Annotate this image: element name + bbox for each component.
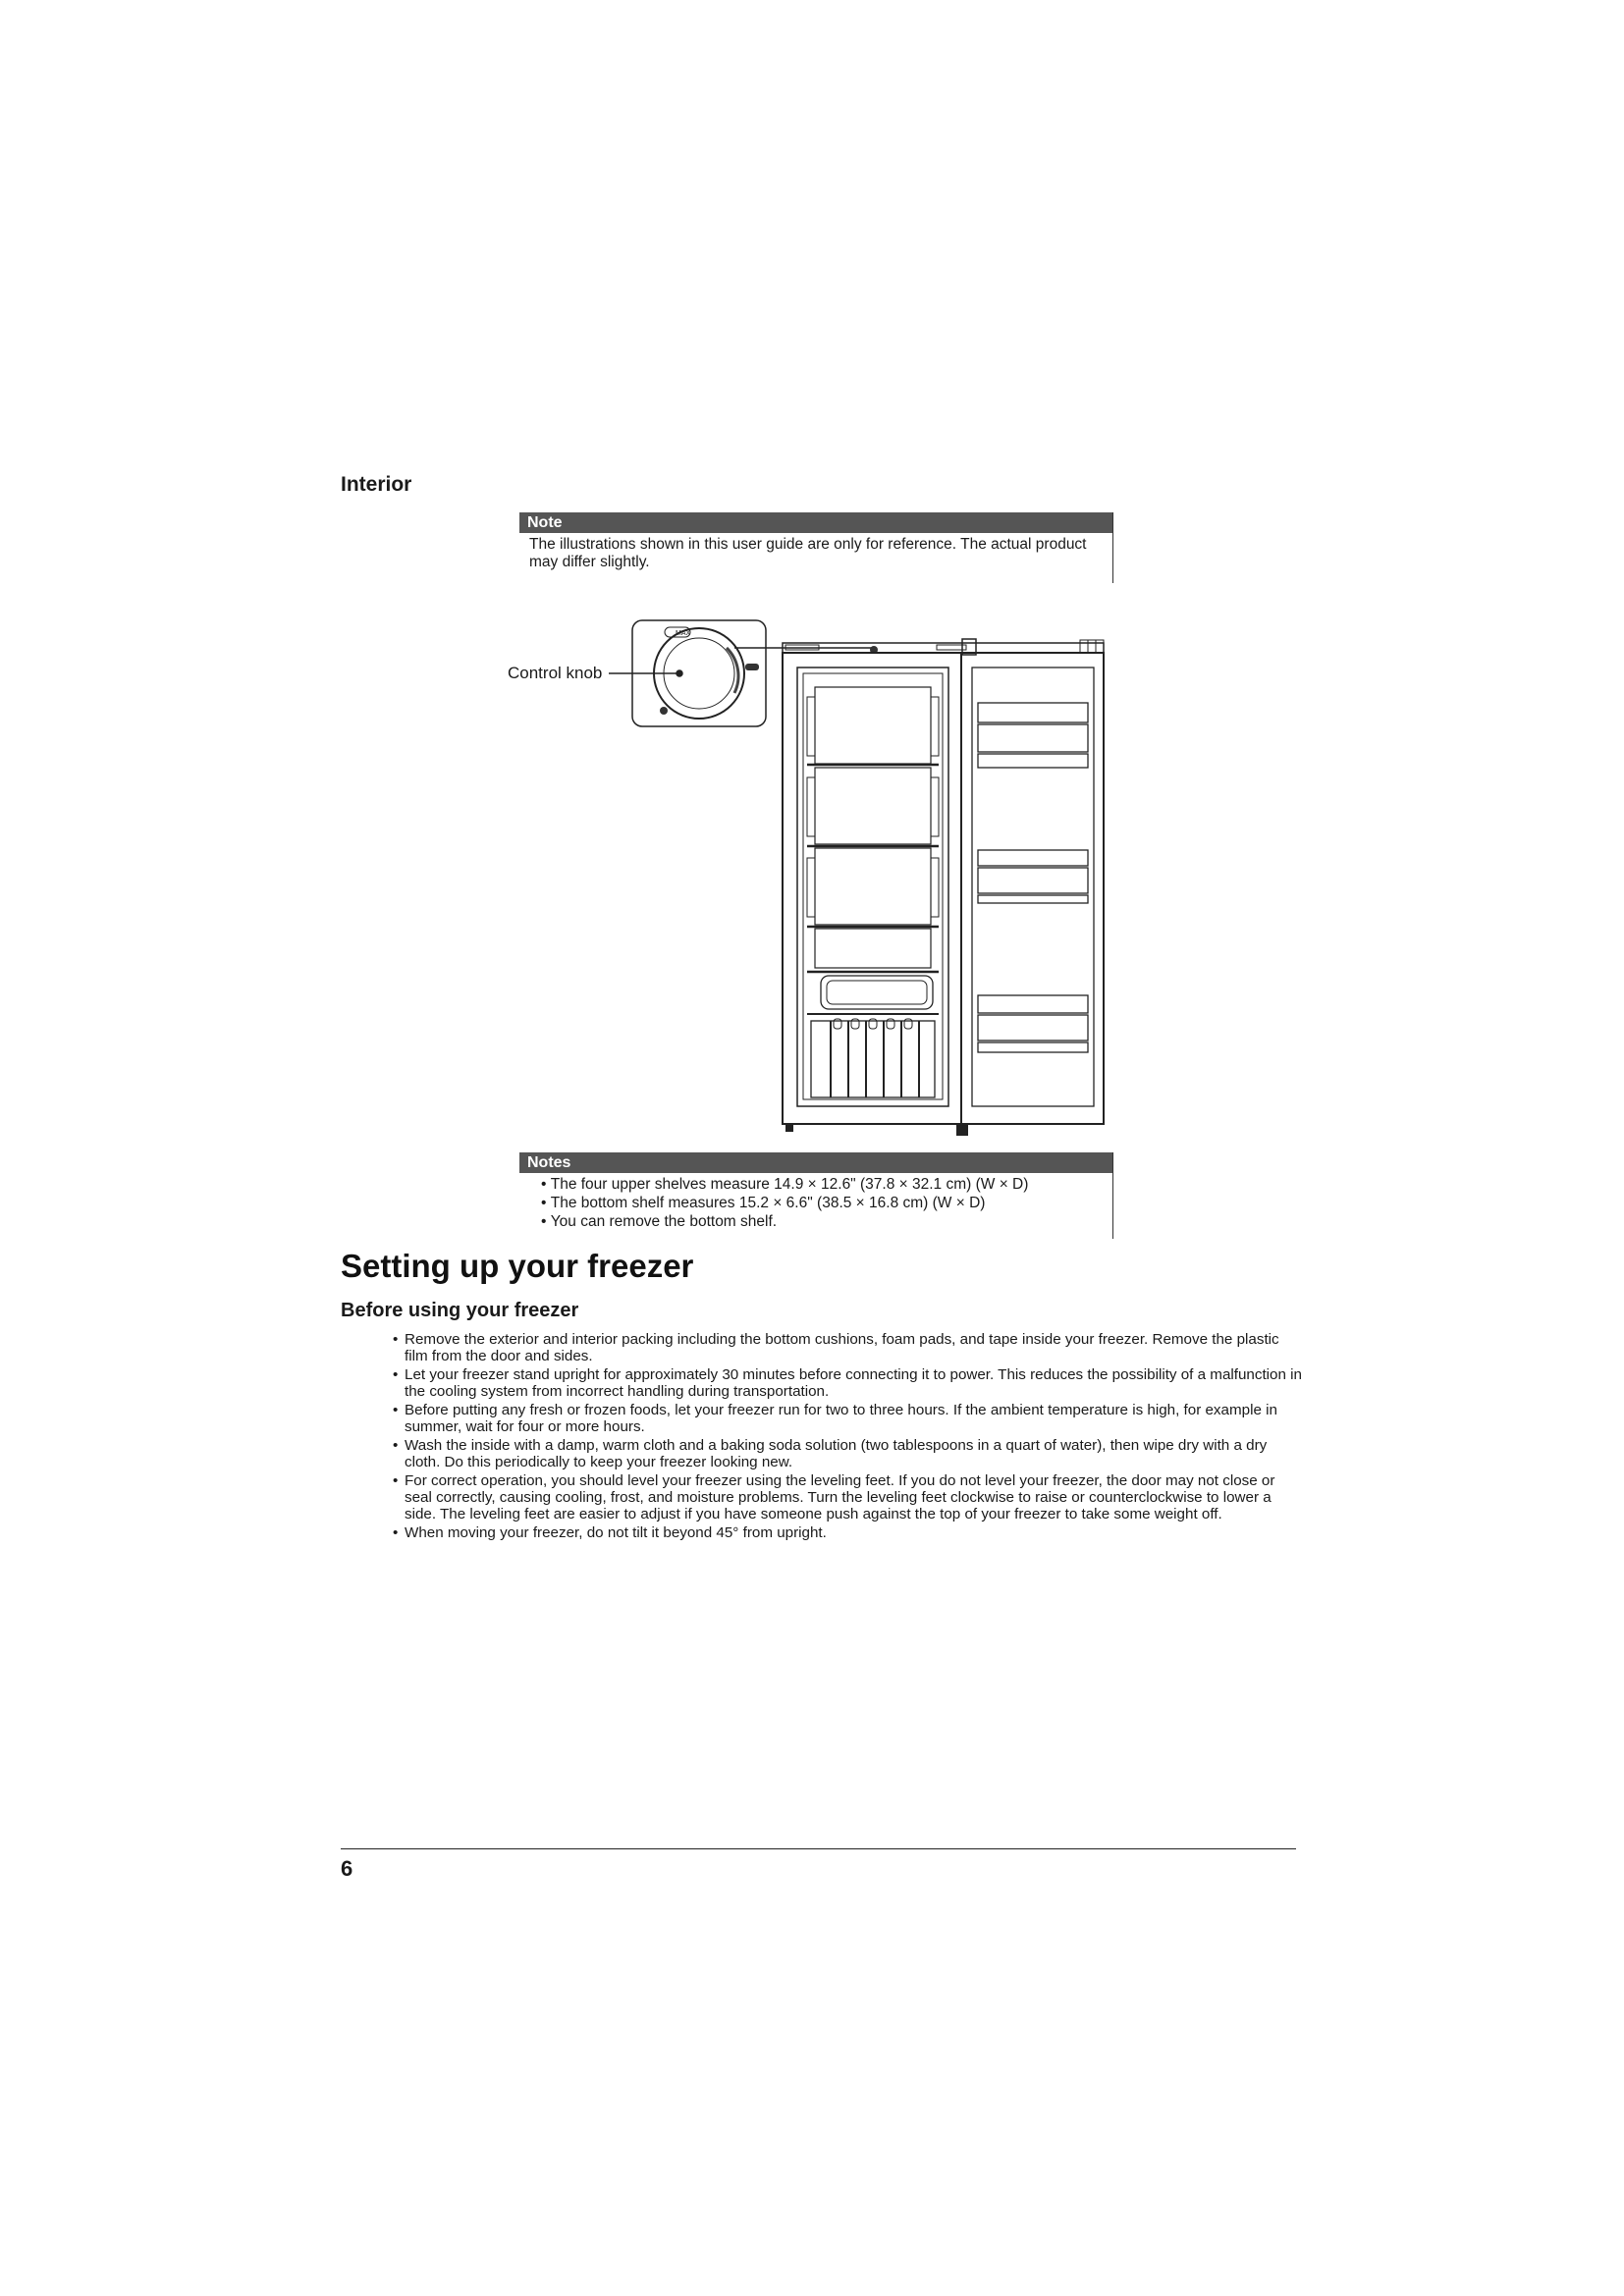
- list-item: • Before putting any fresh or frozen foods, let your freezer run for two to three hours. If the ambient temperature is high, for example in summer, wait for four or more hours.: [383, 1402, 1306, 1435]
- list-item: • The bottom shelf measures 15.2 × 6.6" (38.5 × 16.8 cm) (W × D): [541, 1194, 1112, 1212]
- subsection-title: Before using your freezer: [341, 1300, 579, 1321]
- footer-rule: [341, 1848, 1296, 1849]
- note-label: Note: [519, 512, 1112, 533]
- list-item: • For correct operation, you should level your freezer using the leveling feet. If you do not level your freezer, the door may not close or seal correctly, causing cooling, frost, and moisture problems. Turn the leveling feet clockwise to raise or counterclockwise to lower a side. The leveling feet are easier to adjust if you have someone push against the top of your freezer to take some weight off.: [383, 1472, 1306, 1522]
- knob-max-text: MAX: [676, 630, 691, 637]
- setup-list: [383, 1331, 1306, 1543]
- cabinet-interior: [797, 667, 948, 1106]
- list-item: • When moving your freezer, do not tilt it beyond 45° from upright.: [383, 1524, 1306, 1541]
- notes-list: [519, 1173, 1112, 1231]
- page-number: 6: [341, 1856, 353, 1881]
- list-item: • Wash the inside with a damp, warm cloth and a baking soda solution (two tablespoons in a quart of water), then wipe dry with a dry cloth. Do this periodically to keep your freezer looking new.: [383, 1437, 1306, 1470]
- list-item: • The four upper shelves measure 14.9 × 12.6" (37.8 × 32.1 cm) (W × D): [541, 1175, 1112, 1194]
- list-item: • Remove the exterior and interior packing including the bottom cushions, foam pads, and tape inside your freezer. Remove the plastic film from the door and sides.: [383, 1331, 1306, 1364]
- notes-label: Notes: [519, 1152, 1112, 1173]
- section-title: Setting up your freezer: [341, 1248, 694, 1284]
- note-text: The illustrations shown in this user guide are only for reference. The actual product may differ slightly.: [529, 536, 1087, 570]
- bottom-basket: [807, 976, 939, 1097]
- door-bins: [978, 703, 1088, 1052]
- interior-heading: Interior: [341, 473, 412, 496]
- door: [961, 653, 1104, 1124]
- list-item: • You can remove the bottom shelf.: [541, 1212, 1112, 1231]
- callout-dot: [677, 670, 682, 676]
- shelves: [807, 687, 939, 972]
- control-knob-label: Control knob: [508, 664, 603, 682]
- list-item: • Let your freezer stand upright for approximately 30 minutes before connecting it to power. This reduces the possibility of a malfunction in the cooling system from incorrect handling during transportation.: [383, 1366, 1306, 1400]
- notes-box: [519, 1152, 1113, 1239]
